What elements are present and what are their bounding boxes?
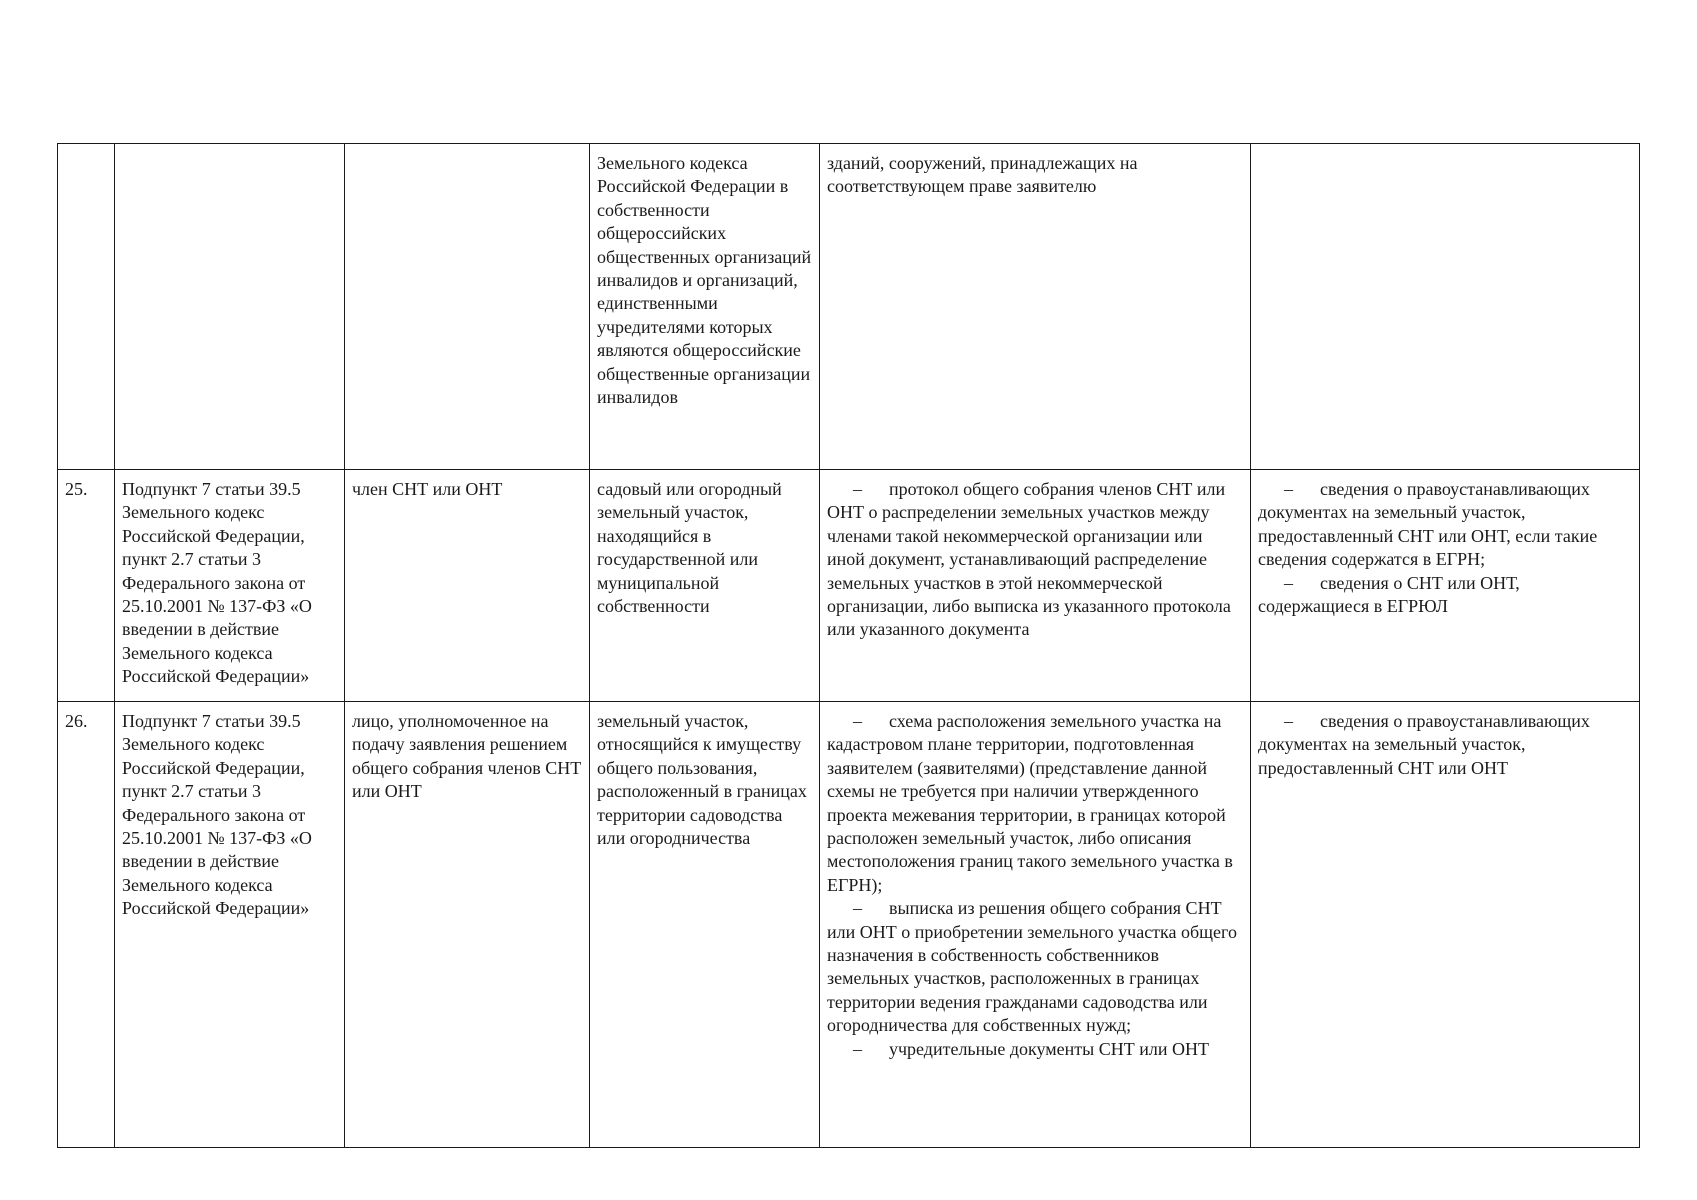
applicant-docs-cell: [820, 470, 1251, 702]
doc-item: зданий, сооружений, принадлежащих на соответствующем праве заявителю: [827, 153, 1138, 197]
doc-item: – сведения о правоустанавливающих документах на земельный участок, предоставленный СНТ или ОНТ: [1258, 711, 1590, 778]
interagency-docs-cell: [1251, 702, 1640, 1148]
applicant-docs-cell: [820, 702, 1251, 1148]
dash-marker: –: [1284, 572, 1293, 593]
dash-marker: –: [853, 898, 862, 919]
interagency-docs-cell: [1251, 144, 1640, 470]
applicant-cell: лицо, уполномоченное на подачу заявления решением общего собрания членов СНТ или ОНТ: [345, 702, 590, 1148]
legal-basis-cell: Подпункт 7 статьи 39.5 Земельного кодекс Российской Федерации, пункт 2.7 статьи 3 Федерального закона от 25.10.2001 № 137-ФЗ «О введении в действие Земельного кодекса Российской Федерации»: [115, 470, 345, 702]
applicant-cell: член СНТ или ОНТ: [345, 470, 590, 702]
row-number-cell: 25.: [58, 470, 115, 702]
document-table: [57, 143, 1640, 1148]
doc-item: – сведения о правоустанавливающих документах на земельный участок, предоставленный СНТ или ОНТ, если такие сведения содержатся в ЕГРН;: [1258, 479, 1598, 570]
dash-marker: –: [853, 711, 862, 731]
dash-marker: –: [853, 479, 862, 499]
legal-basis-cell: [115, 144, 345, 470]
dash-marker: –: [1284, 711, 1293, 731]
land-plot-cell: садовый или огородный земельный участок, находящийся в государственной или муниципальной собственности: [590, 470, 820, 702]
applicant-docs-cell: [820, 144, 1251, 470]
table-row: [58, 702, 1640, 1148]
dash-marker: –: [853, 1038, 862, 1059]
legal-basis-cell: Подпункт 7 статьи 39.5 Земельного кодекс Российской Федерации, пункт 2.7 статьи 3 Федерального закона от 25.10.2001 № 137-ФЗ «О введении в действие Земельного кодекса Российской Федерации»: [115, 702, 345, 1148]
doc-item: – схема расположения земельного участка на кадастровом плане территории, подготовленная заявителем (заявителями) (представление данной схемы не требуется при наличии утвержденного проекта межевания территории, в границах которой расположен земельный участок, либо описания местоположения границ такого земельного участка в ЕГРН);: [827, 711, 1233, 895]
row-number-cell: [58, 144, 115, 470]
table-row: [58, 470, 1640, 702]
table-row: [58, 144, 1640, 470]
interagency-docs-cell: [1251, 470, 1640, 702]
doc-item: – учредительные документы СНТ или ОНТ: [827, 1038, 1243, 1061]
land-plot-cell: земельный участок, относящийся к имуществу общего пользования, расположенный в границах территории садоводства или огородничества: [590, 702, 820, 1148]
row-number-cell: 26.: [58, 702, 115, 1148]
applicant-cell: [345, 144, 590, 470]
doc-item: – сведения о СНТ или ОНТ, содержащиеся в ЕГРЮЛ: [1258, 572, 1520, 617]
dash-marker: –: [1284, 479, 1293, 499]
land-plot-cell: Земельного кодекса Российской Федерации в собственности общероссийских общественных организаций инвалидов и организаций, единственными учредителями которых являются общероссийские общественные организации инвалидов: [590, 144, 820, 470]
doc-item: – протокол общего собрания членов СНТ или ОНТ о распределении земельных участков между членами такой некоммерческой организации или иной документ, устанавливающий распределение земельных участков в этой некоммерческой организации, либо выписка из указанного протокола или указанного документа: [827, 479, 1231, 640]
doc-item: – выписка из решения общего собрания СНТ или ОНТ о приобретении земельного участка общего назначения в собственность собственников земельных участков, расположенных в границах территории ведения гражданами садоводства или огородничества для собственных нужд;: [827, 898, 1237, 1036]
